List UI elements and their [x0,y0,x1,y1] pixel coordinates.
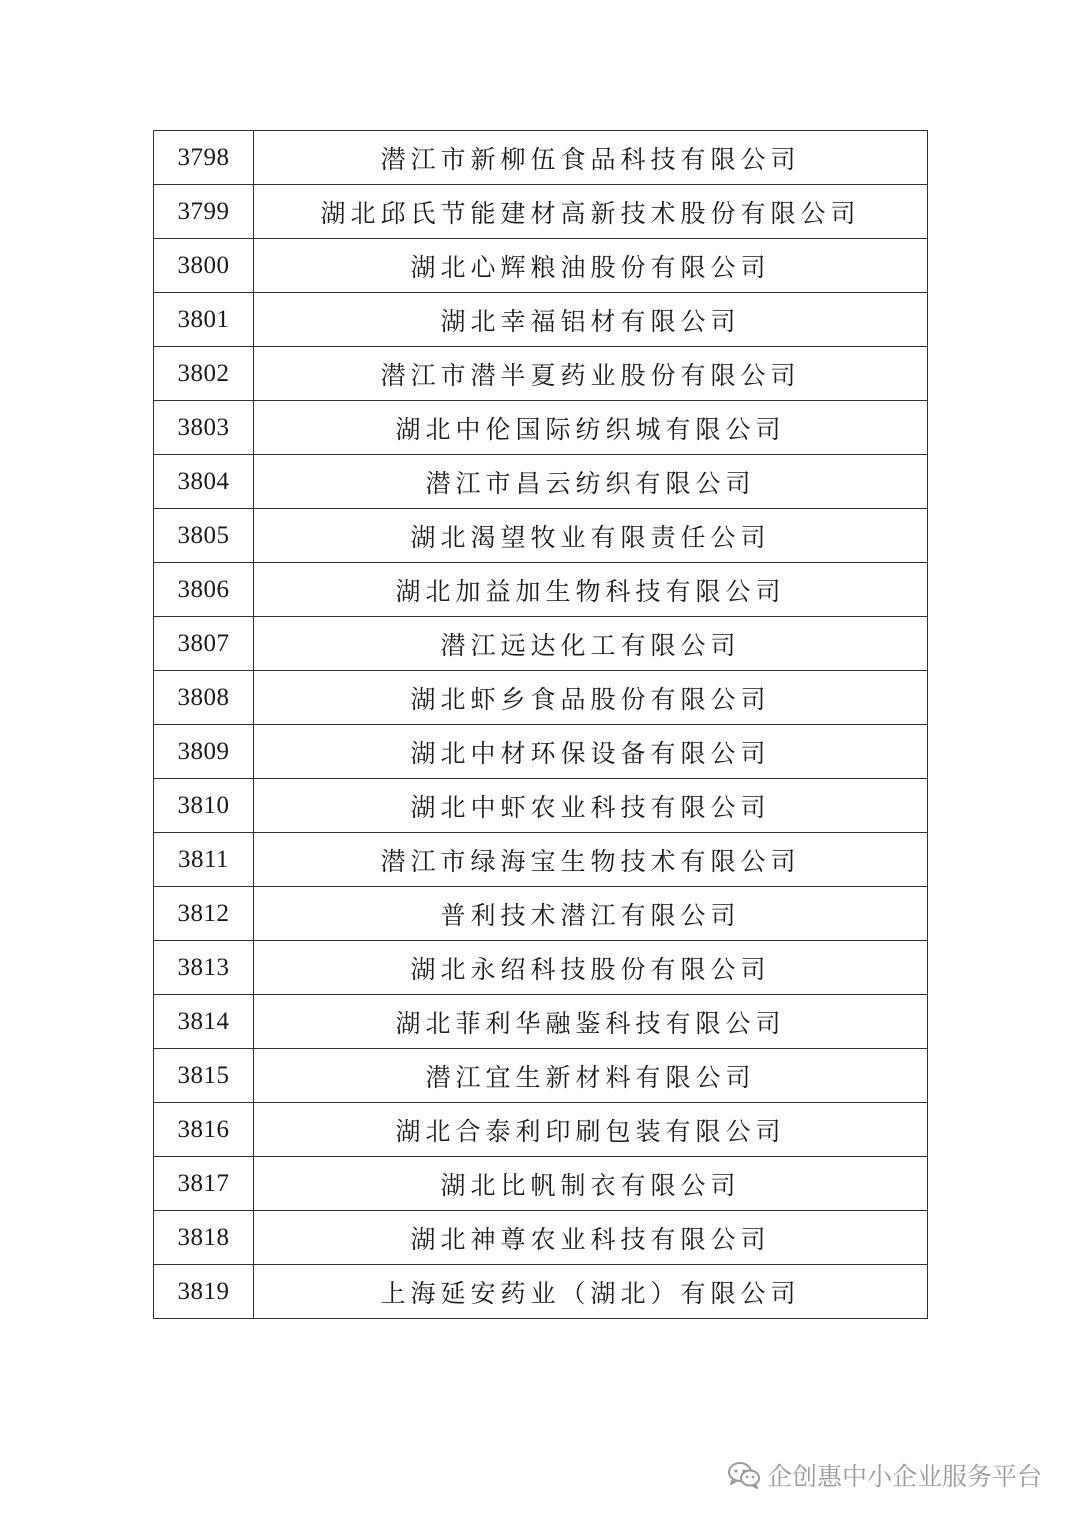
company-name: 湖北邱氏节能建材高新技术股份有限公司 [254,185,928,239]
table-row [154,671,928,725]
company-name: 湖北永绍科技股份有限公司 [254,941,928,995]
company-list-table [153,130,928,1319]
company-name: 湖北加益加生物科技有限公司 [254,563,928,617]
row-number: 3803 [154,401,254,455]
table-row [154,779,928,833]
company-name: 潜江宜生新材料有限公司 [254,1049,928,1103]
table-row [154,1265,928,1319]
row-number: 3805 [154,509,254,563]
table-row [154,131,928,185]
company-name: 湖北中伦国际纺织城有限公司 [254,401,928,455]
table-row [154,509,928,563]
table-row [154,833,928,887]
table-row [154,725,928,779]
company-name: 湖北神尊农业科技有限公司 [254,1211,928,1265]
company-name: 湖北菲利华融鉴科技有限公司 [254,995,928,1049]
row-number: 3798 [154,131,254,185]
watermark-text: 企创惠中小企业服务平台 [766,1462,1042,1491]
table-row [154,995,928,1049]
table-row [154,617,928,671]
row-number: 3804 [154,455,254,509]
table-row [154,455,928,509]
watermark [727,1457,1042,1493]
row-number: 3818 [154,1211,254,1265]
company-name: 湖北中材环保设备有限公司 [254,725,928,779]
table-row [154,1049,928,1103]
row-number: 3812 [154,887,254,941]
row-number: 3813 [154,941,254,995]
row-number: 3816 [154,1103,254,1157]
company-name: 潜江市绿海宝生物技术有限公司 [254,833,928,887]
row-number: 3806 [154,563,254,617]
company-name: 湖北合泰利印刷包装有限公司 [254,1103,928,1157]
company-name: 湖北渴望牧业有限责任公司 [254,509,928,563]
table-row [154,1103,928,1157]
row-number: 3814 [154,995,254,1049]
table-row [154,401,928,455]
company-name: 湖北中虾农业科技有限公司 [254,779,928,833]
wechat-icon [727,1461,761,1489]
table-row [154,887,928,941]
company-name: 潜江远达化工有限公司 [254,617,928,671]
row-number: 3799 [154,185,254,239]
company-name: 普利技术潜江有限公司 [254,887,928,941]
table-row [154,563,928,617]
company-name: 湖北比帆制衣有限公司 [254,1157,928,1211]
company-name: 上海延安药业（湖北）有限公司 [254,1265,928,1319]
row-number: 3809 [154,725,254,779]
table-row [154,293,928,347]
table-row [154,185,928,239]
company-name: 潜江市潜半夏药业股份有限公司 [254,347,928,401]
company-name: 湖北心辉粮油股份有限公司 [254,239,928,293]
table-row [154,1157,928,1211]
row-number: 3800 [154,239,254,293]
row-number: 3802 [154,347,254,401]
row-number: 3817 [154,1157,254,1211]
row-number: 3811 [154,833,254,887]
table-row [154,941,928,995]
row-number: 3819 [154,1265,254,1319]
row-number: 3810 [154,779,254,833]
table-row [154,347,928,401]
company-name: 潜江市昌云纺织有限公司 [254,455,928,509]
table-row [154,1211,928,1265]
table-row [154,239,928,293]
company-name: 湖北幸福铝材有限公司 [254,293,928,347]
row-number: 3807 [154,617,254,671]
row-number: 3801 [154,293,254,347]
row-number: 3808 [154,671,254,725]
company-name: 潜江市新柳伍食品科技有限公司 [254,131,928,185]
company-name: 湖北虾乡食品股份有限公司 [254,671,928,725]
table-body [154,131,928,1319]
row-number: 3815 [154,1049,254,1103]
